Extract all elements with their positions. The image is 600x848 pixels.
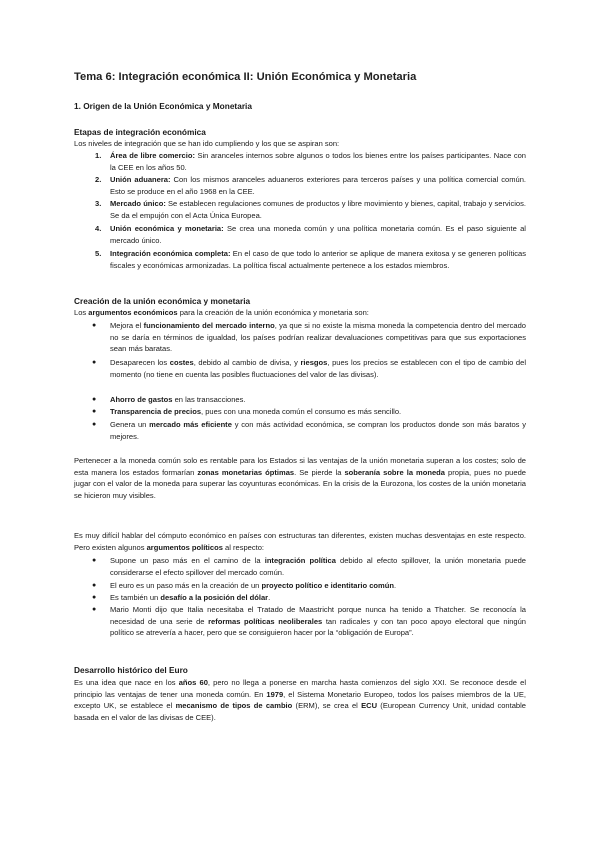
list-item: Área de libre comercio: Sin aranceles internos sobre algunos o todos los bienes entre los países participantes. Nace con la CEE en los años 50. bbox=[110, 151, 526, 172]
bullet-icon: ● bbox=[92, 396, 97, 403]
list-item: Integración económica completa: En el caso de que todo lo anterior se aplique de manera exitosa y se generen políticas fiscales y económicas armonizadas. La política fiscal actualmente pertenece a los estados miembros. bbox=[110, 249, 526, 270]
list-item: Es también un desafío a la posición del dólar. bbox=[110, 593, 271, 602]
list-item: Unión aduanera: Con los mismos aranceles aduaneros exteriores para terceros países y una política comercial común. Esto se produce en el año 1968 en la CEE. bbox=[110, 175, 526, 196]
subsection-heading-stages: Etapas de integración económica bbox=[74, 127, 206, 137]
creation-intro: Los argumentos económicos para la creación de la unión económica y monetaria son: bbox=[74, 308, 369, 317]
bullet-icon: ● bbox=[92, 557, 97, 564]
section-heading: 1. Origen de la Unión Económica y Monetaria bbox=[74, 101, 252, 111]
list-item: Supone un paso más en el camino de la integración política debido al efecto spillover, la unión monetaria puede considerarse el efecto spillover del mercado común. bbox=[110, 556, 526, 577]
paragraph: Es una idea que nace en los años 60, pero no llega a ponerse en marcha hasta comienzos del siglo XXI. Se reconoce desde el principio las ventajas de tener una moneda común. En 1979, el Sistema Monetario Europeo, todos los países miembros de la UE, excepto UK, se establece el mecanismo de tipos de cambio (ERM), se crea el ECU (European Currency Unit, unidad contable basada en el valor de las divisas de CEE). bbox=[74, 678, 527, 722]
paragraph: Es muy difícil hablar del cómputo económico en países con estructuras tan diferentes, existen muchas desventajas en este respecto. Pero existen algunos argumentos políticos al respecto: bbox=[74, 531, 526, 552]
page-title: Tema 6: Integración económica II: Unión Económica y Monetaria bbox=[74, 71, 417, 83]
bullet-icon: ● bbox=[92, 606, 97, 613]
list-item: El euro es un paso más en la creación de un proyecto político e identitario común. bbox=[110, 581, 397, 590]
bullet-icon: ● bbox=[92, 582, 97, 589]
list-number: 3. bbox=[95, 199, 102, 208]
bullet-icon: ● bbox=[92, 359, 97, 366]
list-item: Transparencia de precios, pues con una moneda común el consumo es más sencillo. bbox=[110, 407, 402, 416]
list-item: Genera un mercado más eficiente y con más actividad económica, se compran los productos donde son más baratos y mejores. bbox=[110, 420, 526, 441]
stages-intro: Los niveles de integración que se han ido cumpliendo y los que se aspiran son: bbox=[74, 139, 340, 148]
subsection-heading-creation: Creación de la unión económica y monetaria bbox=[74, 296, 251, 306]
list-number: 5. bbox=[95, 249, 102, 258]
paragraph: Pertenecer a la moneda común solo es rentable para los Estados si las ventajas de la unión monetaria superan a los costes; solo de esta manera los estados formarían zonas monetarias óptimas. Se pierde la soberanía sobre la moneda propia, pues no puede jugar con el valor de la moneda para superar las coyunturas económicas. En la crisis de la Eurozona, los costes de la unión monetaria se hicieron muy visibles. bbox=[74, 456, 526, 500]
list-item: Desaparecen los costes, debido al cambio de divisa, y riesgos, pues los precios se establecen con el tipo de cambio del momento (no tiene en cuenta las posibles fluctuaciones del valor de las divisas). bbox=[110, 358, 527, 379]
list-number: 1. bbox=[95, 151, 102, 160]
list-number: 2. bbox=[95, 175, 102, 184]
list-item: Mejora el funcionamiento del mercado interno, ya que si no existe la misma moneda la competencia dentro del mercado no se daría en términos de igualdad, los países podrían realizar devaluaciones competitivas para que sus exportaciones sean más baratas. bbox=[110, 321, 526, 353]
bullet-icon: ● bbox=[92, 408, 97, 415]
list-item: Mercado único: Se establecen regulaciones comunes de productos y libre movimiento y bienes, capital, trabajo y servicios. Se da el empujón con el Acta Única Europea. bbox=[110, 199, 526, 220]
bullet-icon: ● bbox=[92, 421, 97, 428]
bullet-icon: ● bbox=[92, 594, 97, 601]
list-item: Mario Monti dijo que Italia necesitaba el Tratado de Maastricht porque nunca ha tenido a Thatcher. Se reconocía la necesidad de una serie de reformas políticas neoliberales tan radicales y con tan poco apoyo electoral que ningún político se atrevería a hacer, pero que se consiguieron hacer por la “obligación de Europa”. bbox=[110, 605, 526, 637]
list-item: Unión económica y monetaria: Se crea una moneda común y una política monetaria común. Es el paso siguiente al mercado único. bbox=[110, 224, 526, 245]
subsection-heading-history: Desarrollo histórico del Euro bbox=[74, 665, 188, 675]
list-item: Ahorro de gastos en las transacciones. bbox=[110, 395, 246, 404]
list-number: 4. bbox=[95, 224, 102, 233]
bullet-icon: ● bbox=[92, 322, 97, 329]
